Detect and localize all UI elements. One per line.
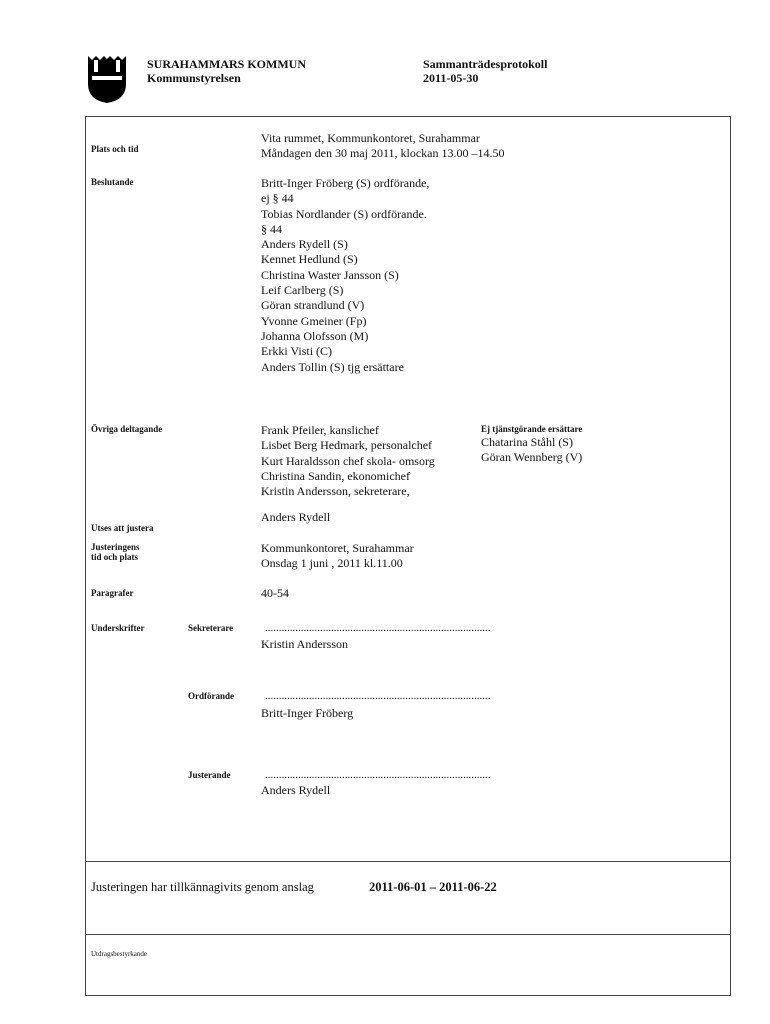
footer-label: Utdragsbestyrkande <box>91 950 147 958</box>
substitutes-label: Ej tjänstgörande ersättare <box>481 424 583 434</box>
substitute-item: Göran Wennberg (V) <box>481 450 583 465</box>
signature-role: Justerande <box>188 770 231 780</box>
signature-name: Britt-Inger Fröberg <box>261 706 354 720</box>
member-item: Tobias Nordlander (S) ordförande. <box>261 206 427 221</box>
others-label: Övriga deltagande <box>91 424 163 434</box>
adjustment-time: Onsdag 1 juni , 2011 kl.11.00 <box>261 556 403 570</box>
document-type: Sammanträdesprotokoll <box>423 57 548 71</box>
member-item: Yvonne Gmeiner (Fp) <box>261 313 367 328</box>
member-item: Erkki Visti (C) <box>261 344 333 359</box>
divider-footer <box>85 934 731 935</box>
member-item: § 44 <box>261 221 282 236</box>
signature-name: Kristin Andersson <box>261 637 348 651</box>
participant-item: Kurt Haraldsson chef skola- omsorg <box>261 453 435 468</box>
member-item: Kennet Hedlund (S) <box>261 252 358 267</box>
committee-name: Kommunstyrelsen <box>147 71 241 85</box>
participant-item: Frank Pfeiler, kanslichef <box>261 423 379 437</box>
municipality-logo <box>86 54 128 104</box>
decision-makers-list <box>261 176 429 375</box>
member-item: Göran strandlund (V) <box>261 298 365 313</box>
participant-item: Christina Sandin, ekonomichef <box>261 468 410 483</box>
signature-line: .................................................................................. <box>265 690 491 702</box>
signatures-label: Underskrifter <box>91 623 145 633</box>
member-item: Britt-Inger Fröberg (S) ordförande, <box>261 176 430 190</box>
others-list <box>261 423 435 499</box>
signature-line: .................................................................................. <box>265 622 491 634</box>
place-time-label: Plats och tid <box>91 144 139 154</box>
member-item: Leif Carlberg (S) <box>261 283 344 298</box>
signature-role: Ordförande <box>188 691 234 701</box>
signature-role: Sekreterare <box>188 623 234 633</box>
meeting-date: 2011-05-30 <box>423 71 479 85</box>
paragraphs-label: Paragrafer <box>91 588 134 598</box>
signature-name: Anders Rydell <box>261 783 331 797</box>
participant-item: Kristin Andersson, sekreterare, <box>261 484 410 499</box>
divider-announcement <box>85 861 731 862</box>
decision-makers-label: Beslutande <box>91 177 134 187</box>
substitute-item: Chatarina Ståhl (S) <box>481 435 573 449</box>
announcement-text: Justeringen har tillkännagivits genom anslag <box>91 880 314 894</box>
member-item: ej § 44 <box>261 191 294 206</box>
adjustment-label-line: tid och plats <box>91 552 139 562</box>
adjuster-name: Anders Rydell <box>261 510 331 524</box>
member-item: Anders Tollin (S) tjg ersättare <box>261 359 404 374</box>
adjustment-place: Kommunkontoret, Surahammar <box>261 541 414 555</box>
adjustment-label-line: Justeringens <box>91 542 140 552</box>
member-item: Anders Rydell (S) <box>261 237 348 252</box>
signature-line: .................................................................................. <box>265 769 491 781</box>
participant-item: Lisbet Berg Hedmark, personalchef <box>261 438 433 453</box>
municipality-name: SURAHAMMARS KOMMUN <box>147 57 306 71</box>
adjuster-label: Utses att justera <box>91 523 154 533</box>
adjustment-label <box>91 542 140 562</box>
substitutes-list <box>481 435 582 466</box>
place-text: Vita rummet, Kommunkontoret, Surahammar <box>261 131 480 145</box>
announcement-dates: 2011-06-01 – 2011-06-22 <box>369 880 497 894</box>
time-text: Måndagen den 30 maj 2011, klockan 13.00 –14.50 <box>261 146 505 160</box>
member-item: Johanna Olofsson (M) <box>261 328 369 343</box>
member-item: Christina Waster Jansson (S) <box>261 267 399 282</box>
paragraphs-value: 40-54 <box>261 586 289 600</box>
